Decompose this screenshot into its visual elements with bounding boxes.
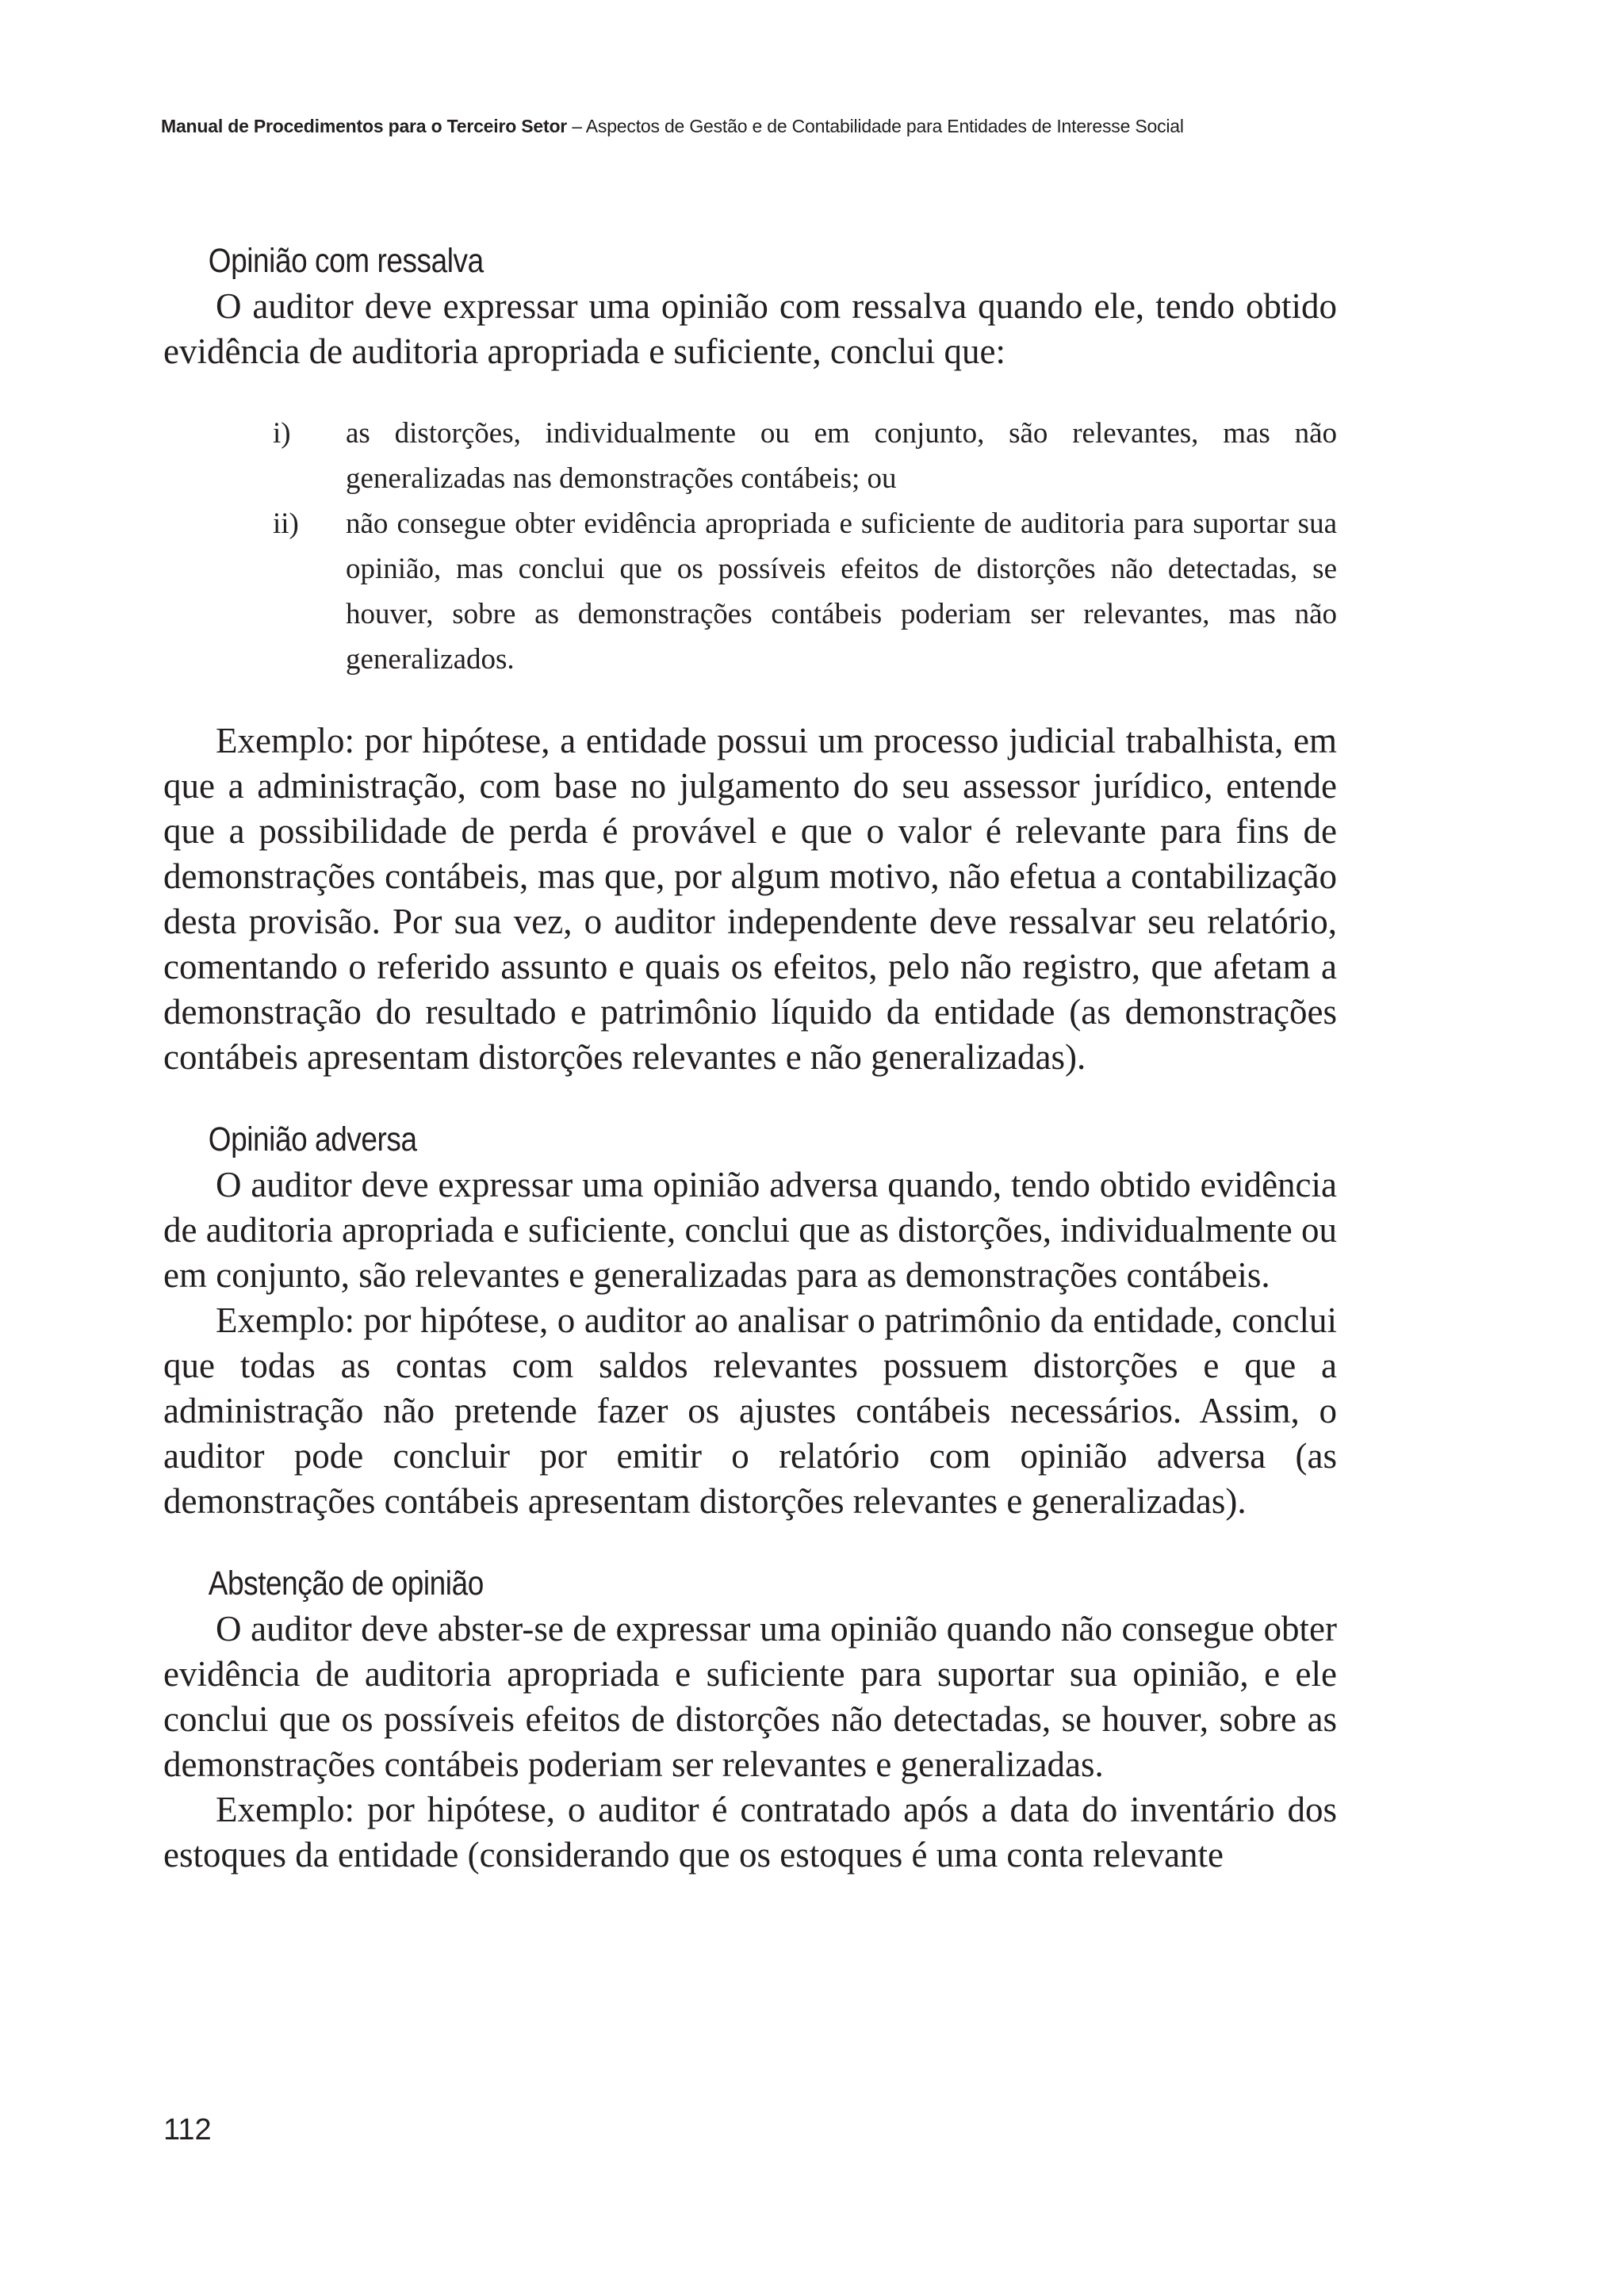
paragraph-adverse-example: Exemplo: por hipótese, o auditor ao analisar o patrimônio da entidade, conclui que todas as contas com saldos relevantes possuem distorções e que a administração não pretende fazer os ajustes contábeis necessários. Assim, o auditor pode concluir por emitir o relatório com opinião adversa (as demonstrações contábeis apresentam distorções relevantes e generalizadas). [163, 1300, 1337, 1521]
list-item [163, 501, 1337, 682]
section-heading-adverse-opinion: Opinião adversa [208, 1120, 417, 1158]
paragraph-qualified-intro: O auditor deve expressar uma opinião com ressalva quando ele, tendo obtido evidência de auditoria apropriada e suficiente, conclui que: [163, 286, 1337, 371]
page-number: 112 [163, 2113, 212, 2147]
paragraph-qualified-example: Exemplo: por hipótese, a entidade possui um processo judicial trabalhista, em que a administração, com base no julgamento do seu assessor jurídico, entende que a possibilidade de perda é provável e que o valor é relevante para fins de demonstrações contábeis, mas que, por algum motivo, não efetua a contabilização desta provisão. Por sua vez, o auditor independente deve ressalvar seu relatório, comentando o referido assunto e quais os efeitos, pelo não registro, que afetam a demonstração do resultado e patrimônio líquido da entidade (as demonstrações contábeis apresentam distorções relevantes e não generalizadas). [163, 721, 1337, 1077]
criteria-list [163, 411, 1337, 682]
running-header-title: Manual de Procedimentos para o Terceiro Setor [161, 116, 568, 136]
list-marker: i) [273, 417, 291, 450]
list-marker: ii) [273, 507, 299, 540]
section-heading-qualified-opinion: Opinião com ressalva [208, 242, 484, 280]
running-header [161, 116, 1350, 137]
list-item-text: as distorções, individualmente ou em conjunto, são relevantes, mas não generalizadas nas demonstrações contábeis; ou [346, 417, 1337, 495]
paragraph-disclaimer-intro: O auditor deve abster-se de expressar uma opinião quando não consegue obter evidência de auditoria apropriada e suficiente para suportar sua opinião, e ele conclui que os possíveis efeitos de distorções não detectadas, se houver, sobre as demonstrações contábeis poderiam ser relevantes e generalizadas. [163, 1609, 1337, 1784]
section-gap [163, 1080, 1337, 1116]
paragraph-adverse-intro: O auditor deve expressar uma opinião adversa quando, tendo obtido evidência de auditoria apropriada e suficiente, conclui que as distorções, individualmente ou em conjunto, são relevantes e generalizadas para as demonstrações contábeis. [163, 1165, 1337, 1295]
section-heading-disclaimer-opinion: Abstenção de opinião [208, 1564, 484, 1603]
section-gap [163, 1524, 1337, 1561]
page-body [163, 238, 1337, 1878]
list-item [163, 411, 1337, 501]
list-item-text: não consegue obter evidência apropriada e suficiente de auditoria para suportar sua opinião, mas conclui que os possíveis efeitos de distorções não detectadas, se houver, sobre as demonstrações contábeis poderiam ser relevantes, mas não generalizados. [346, 507, 1337, 676]
running-header-subtitle: – Aspectos de Gestão e de Contabilidade para Entidades de Interesse Social [567, 116, 1184, 136]
paragraph-disclaimer-example: Exemplo: por hipótese, o auditor é contratado após a data do inventário dos estoques da entidade (considerando que os estoques é uma conta relevante [163, 1790, 1337, 1875]
